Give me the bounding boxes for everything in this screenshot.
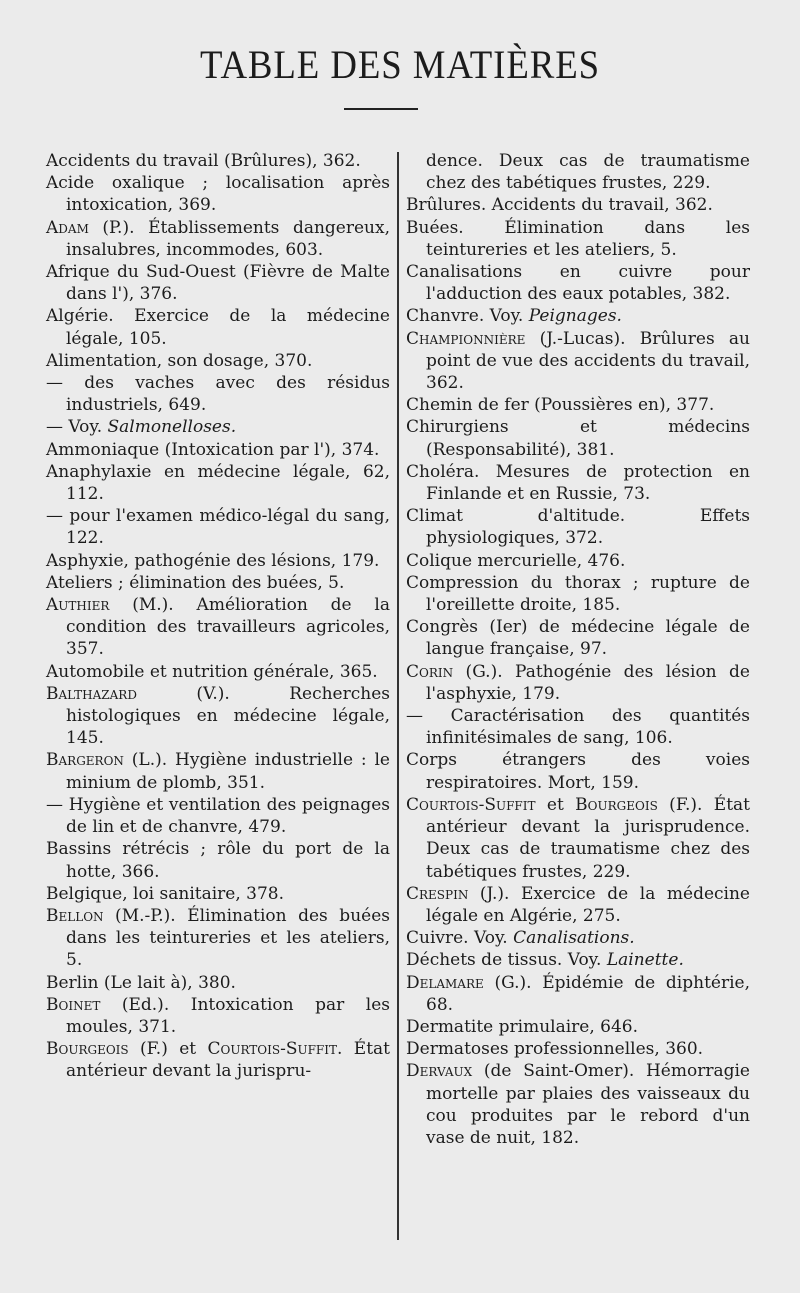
index-entry (46, 905, 390, 972)
index-entry (406, 927, 750, 949)
index-entry (46, 972, 390, 994)
index-entry (46, 372, 390, 416)
index-entry (46, 594, 390, 661)
entry-text: — Caractérisation des quantités infinitésimales de sang, 106. (406, 706, 750, 749)
entry-text: Canalisations en cuivre pour l'adduction des eaux potables, 382. (406, 262, 750, 305)
index-entry (46, 994, 390, 1038)
index-entry (406, 661, 750, 705)
index-entry (406, 261, 750, 305)
entry-text: (L.). Hygiène industrielle : le minium de plomb, 351. (66, 750, 390, 793)
author-name: Balthazard (46, 683, 137, 704)
author-name: Championnière (406, 328, 526, 349)
author-name: Courtois-Suffit (406, 794, 536, 815)
author-name: Dervaux (406, 1061, 473, 1082)
index-entry (46, 1038, 390, 1082)
entry-text: (J.-Lucas). Brûlures au point de vue des accidents du travail, 362. (426, 328, 750, 394)
cross-reference: Peignages. (528, 306, 622, 327)
entry-text: Choléra. Mesures de protection en Finlande et en Russie, 73. (406, 461, 750, 505)
entry-text: Anaphylaxie en médecine légale, 62, 112. (46, 461, 390, 505)
author-name: Crespin (406, 883, 469, 904)
index-entry (406, 972, 750, 1016)
index-entry (406, 794, 750, 883)
entry-text: Climat d'altitude. Effets physiologiques, 372. (406, 506, 750, 549)
entry-text: Chemin de fer (Poussières en), 377. (406, 395, 715, 416)
index-entry (406, 305, 750, 327)
entry-text: Colique mercurielle, 476. (406, 550, 626, 571)
entry-text: Bassins rétrécis ; rôle du port de la hotte, 366. (46, 839, 390, 882)
entry-text: (Ed.). Intoxication par les moules, 371. (66, 994, 390, 1037)
index-entry (406, 883, 750, 927)
index-entry (46, 572, 390, 594)
entry-text: Cuivre. Voy. (406, 928, 514, 949)
entry-text: dence. Deux cas de traumatisme chez des tabétiques frustes, 229. (426, 151, 750, 194)
title-rule (344, 108, 418, 110)
author-name: Authier (46, 595, 110, 616)
cross-reference: Salmonelloses. (107, 417, 237, 438)
index-entry (406, 394, 750, 416)
entry-text: Compression du thorax ; rupture de l'oreillette droite, 185. (406, 572, 750, 616)
entry-text: Dermatite primulaire, 646. (406, 1016, 639, 1037)
index-entry (46, 550, 390, 572)
left-column (46, 150, 390, 1083)
index-entry (46, 838, 390, 882)
entry-text: . État antérieur devant la jurispru- (66, 1039, 390, 1082)
entry-text: (G.). Pathogénie des lésion de l'asphyxie, 179. (426, 661, 750, 704)
entry-text: Afrique du Sud-Ouest (Fièvre de Malte dans l'), 376. (46, 262, 390, 305)
author-name: Corin (406, 661, 454, 682)
entry-text: Algérie. Exercice de la médecine légale, 105. (46, 306, 390, 349)
entry-text: Belgique, loi sanitaire, 378. (46, 883, 285, 904)
index-entry (46, 683, 390, 750)
entry-text: Acide oxalique ; localisation après intoxication, 369. (46, 173, 390, 216)
entry-text: Ateliers ; élimination des buées, 5. (46, 572, 345, 593)
entry-text: (P.). Établissements dangereux, insalubres, incommodes, 603. (66, 217, 390, 260)
entry-text: — Hygiène et ventilation des peignages de lin et de chanvre, 479. (46, 794, 390, 838)
entry-text: Automobile et nutrition générale, 365. (46, 661, 378, 682)
entry-text: (V.). Recherches histologiques en médecine légale, 145. (66, 683, 390, 749)
author-name: Bargeron (46, 750, 124, 771)
entry-text: Berlin (Le lait à), 380. (46, 972, 236, 993)
author-name: Bourgeois (46, 1039, 129, 1060)
author-name: Bourgeois (575, 794, 658, 815)
index-entry (406, 749, 750, 793)
cross-reference: Lainette. (606, 950, 684, 971)
index-entry (406, 328, 750, 395)
index-entry (406, 217, 750, 261)
entry-text: (J.). Exercice de la médecine légale en Algérie, 275. (426, 883, 750, 926)
entry-text: Dermatoses professionnelles, 360. (406, 1039, 704, 1060)
author-name: Delamare (406, 972, 484, 993)
index-entry (46, 505, 390, 549)
right-column (406, 150, 750, 1149)
page-title: TABLE DES MATIÈRES (199, 42, 600, 87)
index-entry (406, 1038, 750, 1060)
entry-text: et (535, 794, 576, 815)
entry-text: (M.-P.). Élimination des buées dans les teintureries et les ateliers, 5. (66, 905, 390, 971)
index-entry (406, 416, 750, 460)
author-name: Boinet (46, 994, 101, 1015)
index-entry (46, 794, 390, 838)
cross-reference: Canalisations. (513, 928, 635, 949)
entry-text: — des vaches avec des résidus industriels, 649. (46, 373, 390, 416)
index-entry (406, 550, 750, 572)
index-entry (406, 194, 750, 216)
index-entry (406, 505, 750, 549)
index-entry (46, 749, 390, 793)
index-entry (46, 217, 390, 261)
entry-text: Brûlures. Accidents du travail, 362. (406, 195, 713, 216)
index-entry (406, 1016, 750, 1038)
entry-text: Corps étrangers des voies respiratoires. Mort, 159. (406, 750, 750, 793)
index-entry (46, 261, 390, 305)
entry-text: Chirurgiens et médecins (Responsabilité), 381. (406, 417, 750, 460)
column-divider (397, 152, 399, 1240)
entry-text: — Voy. (46, 417, 108, 438)
index-entry (46, 150, 390, 172)
author-name: Courtois-Suffit (207, 1039, 337, 1060)
entry-text: Accidents du travail (Brûlures), 362. (46, 151, 361, 171)
entry-text: Alimentation, son dosage, 370. (46, 350, 313, 371)
index-entry (406, 949, 750, 971)
index-entry (46, 461, 390, 505)
entry-text: (G.). Épidémie de diphtérie, 68. (426, 972, 750, 1015)
entry-text: Chanvre. Voy. (406, 306, 529, 327)
index-entry (406, 1060, 750, 1149)
index-entry (46, 883, 390, 905)
entry-text: (F.) et (128, 1039, 208, 1060)
entry-text: Ammoniaque (Intoxication par l'), 374. (46, 439, 380, 460)
index-entry (46, 661, 390, 683)
entry-text: — pour l'examen médico-légal du sang, 122. (46, 506, 390, 549)
entry-text: Asphyxie, pathogénie des lésions, 179. (46, 550, 380, 571)
entry-text: (F.). État antérieur devant la jurisprudence. Deux cas de traumatisme chez des tabétiques frustes, 229. (426, 794, 750, 882)
entry-text: (M.). Amélioration de la condition des travailleurs agricoles, 357. (66, 595, 390, 660)
index-entry (406, 461, 750, 505)
entry-text: Buées. Élimination dans les teintureries et les ateliers, 5. (406, 217, 750, 260)
entry-text: Congrès (Ier) de médecine légale de langue française, 97. (406, 617, 750, 660)
index-entry (406, 616, 750, 660)
index-entry (46, 416, 390, 438)
author-name: Adam (46, 217, 89, 238)
author-name: Bellon (46, 905, 104, 926)
index-entry (406, 150, 750, 194)
index-entry (46, 439, 390, 461)
index-entry (406, 572, 750, 616)
index-entry (46, 172, 390, 216)
entry-text: (de Saint-Omer). Hémorragie mortelle par plaies des vaisseaux du cou produites par le rebord d'un vase de nuit, 182. (426, 1061, 750, 1148)
index-entry (46, 305, 390, 349)
index-entry (406, 705, 750, 749)
entry-text: Déchets de tissus. Voy. (406, 950, 607, 971)
index-entry (46, 350, 390, 372)
